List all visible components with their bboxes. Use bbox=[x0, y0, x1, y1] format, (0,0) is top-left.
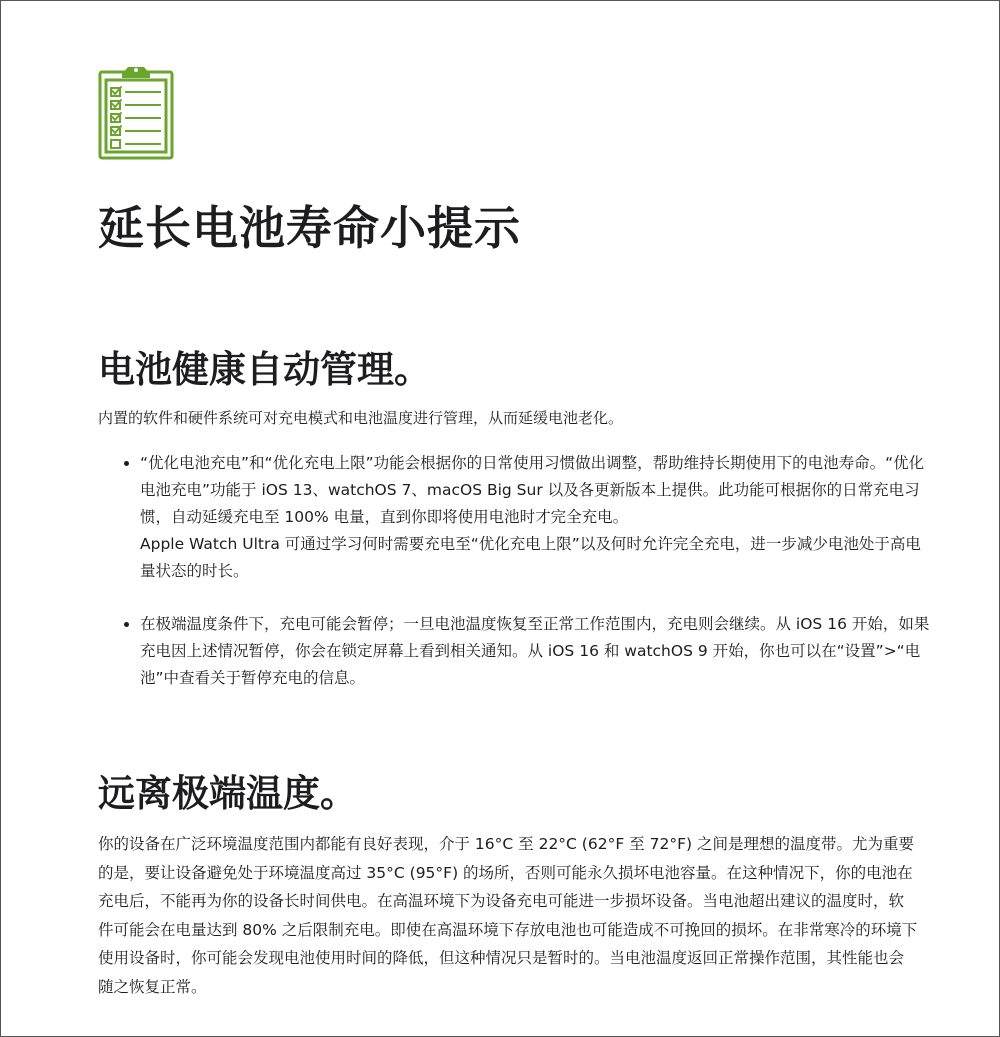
section-heading-battery-health: 电池健康自动管理。 bbox=[98, 348, 431, 391]
page-title: 延长电池寿命小提示 bbox=[98, 201, 521, 255]
list-item bbox=[98, 450, 930, 585]
bullet-list bbox=[98, 450, 930, 692]
bullet-dot bbox=[124, 622, 129, 627]
section-heading-temperature: 远离极端温度。 bbox=[98, 772, 357, 815]
section-intro: 内置的软件和硬件系统可对充电模式和电池温度进行管理，从而延缓电池老化。 bbox=[98, 409, 624, 427]
bullet-paragraph: 在极端温度条件下，充电可能会暂停；一旦电池温度恢复至正常工作范围内，充电则会继续。从 iOS 16 开始，如果充电因上述情况暂停，你会在锁定屏幕上看到相关通知。从 iOS 16 和 watchOS 9 开始，你也可以在“设置”>“电池”中查看关于暂停充电的信息。 bbox=[140, 615, 930, 687]
clipboard-checklist-icon bbox=[98, 64, 174, 160]
list-item bbox=[98, 611, 930, 692]
bullet-paragraph: Apple Watch Ultra 可通过学习何时需要充电至“优化充电上限”以及何时允许完全充电，进一步减少电池处于高电量状态的时长。 bbox=[140, 535, 921, 580]
article bbox=[98, 64, 930, 1001]
bullet-paragraph: “优化电池充电”和“优化充电上限”功能会根据你的日常使用习惯做出调整，帮助维持长期使用下的电池寿命。“优化电池充电”功能于 iOS 13、watchOS 7、macOS Big Sur 以及各更新版本上提供。此功能可根据你的日常充电习惯，自动延缓充电至 100% 电量，直到你即将使用电池时才完全充电。 bbox=[140, 454, 925, 526]
section-body: 你的设备在广泛环境温度范围内都能有良好表现，介于 16°C 至 22°C (62°F 至 72°F) 之间是理想的温度带。尤为重要的是，要让设备避免处于环境温度高过 35°C (95°F) 的场所，否则可能永久损坏电池容量。在这种情况下，你的电池在充电后，不能再为你的设备长时间供电。在高温环境下为设备充电可能进一步损坏设备。当电池超出建议的温度时，软件可能会在电量达到 80% 之后限制充电。即使在高温环境下存放电池也可能造成不可挽回的损坏。在非常寒冷的环境下使用设备时，你可能会发现电池使用时间的降低，但这种情况只是暂时的。当电池温度返回正常操作范围，其性能也会随之恢复正常。 bbox=[98, 835, 918, 996]
bullet-dot bbox=[124, 461, 129, 466]
